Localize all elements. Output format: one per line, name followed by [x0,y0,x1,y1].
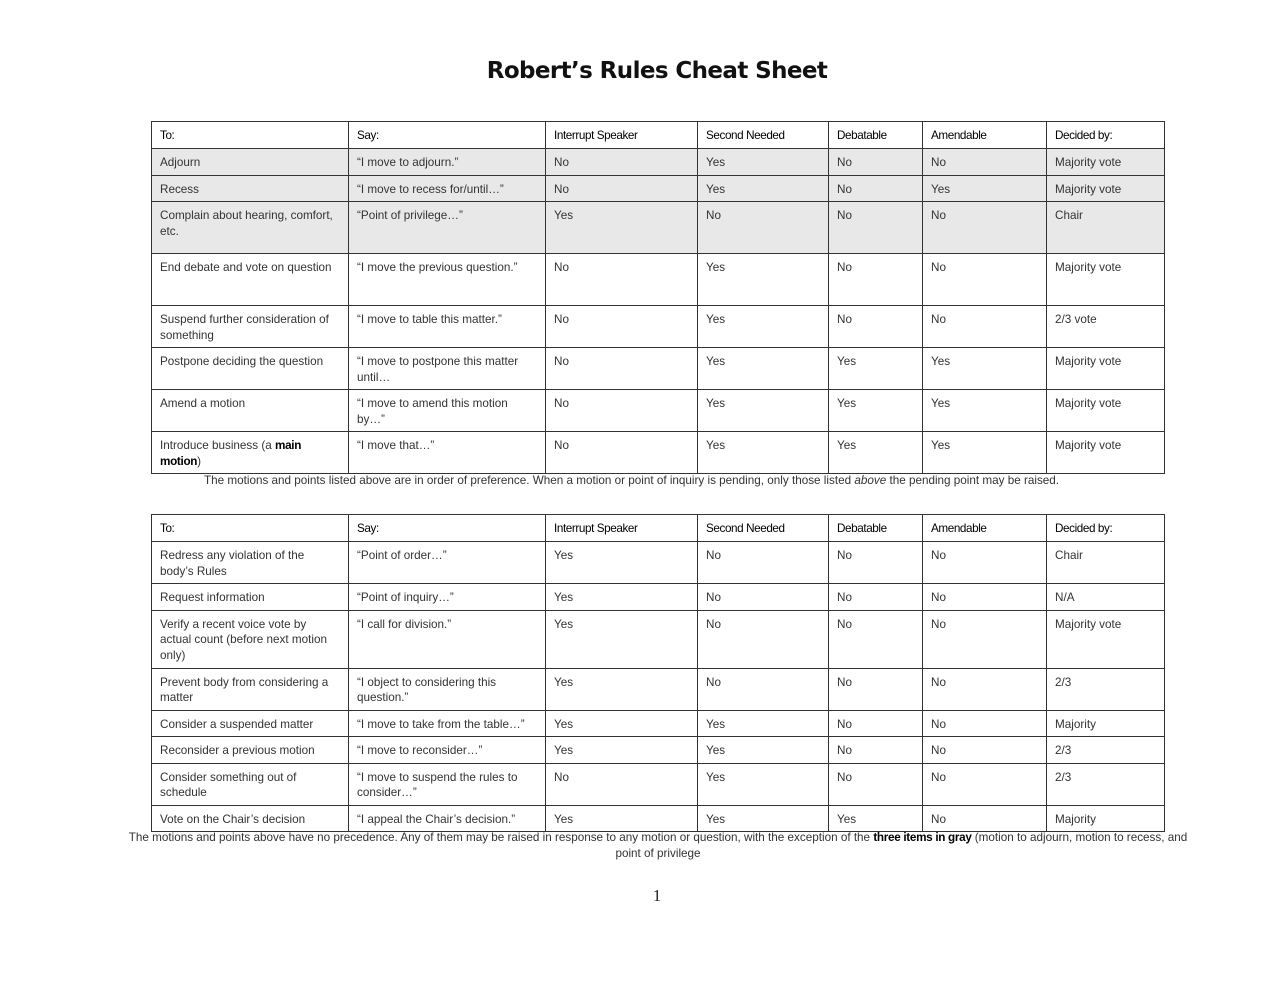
cell-to: Suspend further consideration of something [152,306,349,348]
cell-say: “Point of privilege…” [349,202,546,254]
cell-say: “I move that…” [349,432,546,474]
cell-decided: Majority vote [1047,390,1165,432]
cell-decided: N/A [1047,584,1165,611]
table-row [152,306,1165,348]
cell-to: Prevent body from considering a matter [152,668,349,710]
cell-second: Yes [698,432,829,474]
cell-debatable: No [829,610,923,668]
cell-interrupt: No [546,175,698,202]
cell-amendable: No [923,668,1047,710]
cell-say: “I move to adjourn.” [349,149,546,176]
header-to: To: [152,122,349,149]
cell-say: “I move to postpone this matter until… [349,348,546,390]
header-amendable: Amendable [923,122,1047,149]
cell-amendable: No [923,737,1047,764]
cell-amendable: No [923,710,1047,737]
cell-second: Yes [698,390,829,432]
cell-second: Yes [698,149,829,176]
header-row [152,122,1165,149]
cell-interrupt: No [546,390,698,432]
cell-decided: Majority [1047,710,1165,737]
header-second-needed: Second Needed [698,122,829,149]
header-amendable: Amendable [923,515,1047,542]
cell-interrupt: Yes [546,542,698,584]
header-to: To: [152,515,349,542]
header-second-needed: Second Needed [698,515,829,542]
table-row [152,348,1165,390]
cell-amendable: No [923,763,1047,805]
cell-decided: Majority vote [1047,175,1165,202]
header-say: Say: [349,515,546,542]
header-interrupt-speaker: Interrupt Speaker [546,515,698,542]
cell-interrupt: Yes [546,737,698,764]
cell-debatable: No [829,668,923,710]
cell-interrupt: Yes [546,710,698,737]
cell-say: “Point of inquiry…” [349,584,546,611]
cell-second: Yes [698,763,829,805]
cell-to: Request information [152,584,349,611]
cell-to: End debate and vote on question [152,254,349,306]
cell-debatable: No [829,584,923,611]
cell-to: Verify a recent voice vote by actual count (before next motion only) [152,610,349,668]
cell-amendable: No [923,149,1047,176]
cell-debatable: No [829,763,923,805]
cell-decided: Majority vote [1047,432,1165,474]
cell-second: No [698,610,829,668]
cell-to: Adjourn [152,149,349,176]
cell-second: No [698,668,829,710]
cell-amendable: Yes [923,390,1047,432]
cell-amendable: No [923,202,1047,254]
cell-debatable: No [829,202,923,254]
cell-debatable: Yes [829,432,923,474]
table-row [152,610,1165,668]
cell-interrupt: No [546,348,698,390]
cell-amendable: No [923,306,1047,348]
table-row [152,432,1165,474]
cell-decided: Majority [1047,805,1165,832]
cell-second: Yes [698,306,829,348]
cell-say: “I call for division.” [349,610,546,668]
cell-debatable: No [829,306,923,348]
cell-debatable: Yes [829,348,923,390]
cell-to: Complain about hearing, comfort, etc. [152,202,349,254]
cell-say: “I appeal the Chair’s decision.” [349,805,546,832]
main-motion-emphasis: main motion [160,439,302,468]
cell-amendable: No [923,254,1047,306]
cell-interrupt: No [546,149,698,176]
cell-say: “I move the previous question.” [349,254,546,306]
points-table [151,514,1165,832]
cell-decided: 2/3 [1047,668,1165,710]
cell-decided: Chair [1047,542,1165,584]
cell-debatable: Yes [829,805,923,832]
precedence-note-text-end: the pending point may be raised. [886,474,1060,487]
cell-to: Vote on the Chair’s decision [152,805,349,832]
cell-decided: Majority vote [1047,348,1165,390]
cell-decided: 2/3 vote [1047,306,1165,348]
cell-say: “I move to take from the table…” [349,710,546,737]
cell-second: No [698,542,829,584]
header-say: Say: [349,122,546,149]
cell-decided: Majority vote [1047,149,1165,176]
header-debatable: Debatable [829,515,923,542]
cell-amendable: No [923,805,1047,832]
cell-to: Consider a suspended matter [152,710,349,737]
cell-amendable: Yes [923,175,1047,202]
cell-amendable: No [923,542,1047,584]
motions-table [151,121,1165,474]
cell-second: Yes [698,175,829,202]
table-row [152,202,1165,254]
table-row [152,710,1165,737]
cell-say: “I move to recess for/until…” [349,175,546,202]
cell-interrupt: Yes [546,610,698,668]
cell-decided: 2/3 [1047,737,1165,764]
cell-amendable: Yes [923,432,1047,474]
cell-say: “I move to amend this motion by…” [349,390,546,432]
cell-to-suffix: ) [197,454,202,468]
cell-interrupt: No [546,254,698,306]
cell-decided: Chair [1047,202,1165,254]
cell-interrupt: Yes [546,584,698,611]
gray-items-emphasis: three items in gray [873,831,972,844]
cell-debatable: No [829,149,923,176]
table-row [152,175,1165,202]
no-precedence-note-text: The motions and points above have no precedence. Any of them may be raised in response to any motion or question, with the exception of the [128,831,874,844]
cell-to [152,432,349,474]
header-decided-by: Decided by: [1047,515,1165,542]
cell-to-prefix: Introduce business (a [160,439,275,452]
cell-second: No [698,202,829,254]
cell-to: Postpone deciding the question [152,348,349,390]
cell-decided: Majority vote [1047,610,1165,668]
table-row [152,390,1165,432]
cell-to: Amend a motion [152,390,349,432]
cell-debatable: No [829,542,923,584]
cell-second: Yes [698,710,829,737]
cell-decided: Majority vote [1047,254,1165,306]
header-debatable: Debatable [829,122,923,149]
cell-interrupt: No [546,763,698,805]
cell-amendable: Yes [923,348,1047,390]
cell-interrupt: Yes [546,202,698,254]
cell-amendable: No [923,610,1047,668]
header-decided-by: Decided by: [1047,122,1165,149]
header-row [152,515,1165,542]
cell-interrupt: Yes [546,805,698,832]
cell-say: “I object to considering this question.” [349,668,546,710]
precedence-note [204,473,1059,489]
cell-say: “I move to table this matter.” [349,306,546,348]
cell-debatable: Yes [829,390,923,432]
cell-to: Consider something out of schedule [152,763,349,805]
cell-to: Recess [152,175,349,202]
cell-interrupt: No [546,306,698,348]
cell-say: “Point of order…” [349,542,546,584]
header-interrupt-speaker: Interrupt Speaker [546,122,698,149]
cell-debatable: No [829,254,923,306]
cell-second: Yes [698,805,829,832]
table-row [152,737,1165,764]
page-number: 1 [652,886,662,905]
cell-amendable: No [923,584,1047,611]
table-row [152,254,1165,306]
cell-debatable: No [829,737,923,764]
cell-to: Reconsider a previous motion [152,737,349,764]
cell-second: Yes [698,348,829,390]
precedence-note-text: The motions and points listed above are in order of preference. When a motion or point of inquiry is pending, only those listed [204,474,855,487]
cell-say: “I move to suspend the rules to consider…” [349,763,546,805]
table-row [152,668,1165,710]
no-precedence-note-text-end: (motion to adjourn, motion to recess, and point of privilege [615,831,1188,860]
table-row [152,542,1165,584]
table-row [152,805,1165,832]
cell-debatable: No [829,175,923,202]
table-row [152,584,1165,611]
cell-second: Yes [698,254,829,306]
cell-decided: 2/3 [1047,763,1165,805]
cell-debatable: No [829,710,923,737]
page-title: Robert’s Rules Cheat Sheet [486,58,828,84]
cell-interrupt: No [546,432,698,474]
precedence-note-emphasis: above [854,474,887,487]
cell-interrupt: Yes [546,668,698,710]
cell-second: No [698,584,829,611]
table-row [152,763,1165,805]
table-row [152,149,1165,176]
cell-second: Yes [698,737,829,764]
cell-say: “I move to reconsider…” [349,737,546,764]
cell-to: Redress any violation of the body’s Rules [152,542,349,584]
no-precedence-note [128,830,1188,862]
